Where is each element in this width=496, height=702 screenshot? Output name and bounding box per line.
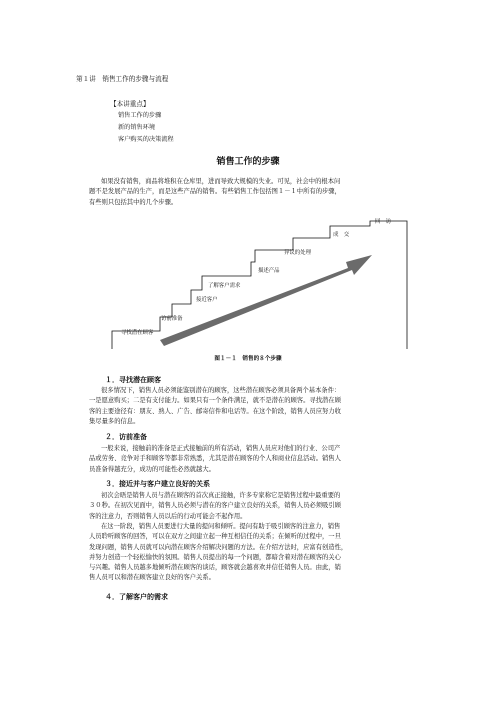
- staircase-outline: [112, 221, 407, 349]
- section-paragraph: [89, 386, 420, 427]
- step-label: 异议的处理: [284, 250, 311, 256]
- paragraph-line: 与兴趣。销售人员越多地倾听潜在顾客的谈话，顾客就会越喜欢并信任销售人员。由此，销: [89, 564, 341, 572]
- section-paragraph: [89, 522, 420, 584]
- section-heading: ２．访前准备: [105, 433, 147, 441]
- intro-line: 有些则只包括其中的几个步骤。: [89, 198, 178, 206]
- paragraph-line: 初次会晤是销售人员与潜在顾客的首次真正接触，许多专家称它是销售过程中最重要的: [101, 492, 341, 499]
- section-heading: ３．接近并与客户建立良好的关系: [105, 480, 210, 488]
- key-point-item: 新的销售环境: [118, 124, 156, 131]
- key-points-heading: 【本讲重点】: [110, 100, 150, 108]
- step-label: 访前准备: [161, 316, 183, 322]
- step-label: 寻找潜在顾客: [121, 330, 154, 336]
- paragraph-line: 很多情况下，销售人员必须能鉴别潜在的顾客，这些潜在顾客必须具备两个基本条件：: [101, 387, 341, 394]
- step-label: 了解客户需求: [208, 283, 241, 289]
- section-paragraph: [89, 444, 420, 475]
- paragraph-line: 发现问题，销售人员就可以向潜在顾客介绍解决问题的方法。在介绍方法时，应富有创造性，: [89, 543, 348, 551]
- paragraph-line: 在这一阶段，销售人员要进行大量的提问和倾听。提问有助于吸引顾客的注意力，销售: [101, 523, 341, 530]
- paragraph-line: 售人员可以和潜在顾客建立良好的客户关系。: [89, 574, 215, 582]
- paragraph-line: 客的主要途径有：朋友、熟人、广告、邮寄信件和电话等。在这个阶段，销售人员应努力收: [89, 407, 341, 415]
- step-label: 描述产品: [258, 268, 280, 274]
- paragraph-line: 员准备得越充分，成功的可能性必然就越大。: [89, 465, 215, 473]
- paragraph-line: 人员聆听顾客的回答，可以在双方之间建立起一种互相信任的关系；在倾听的过程中，一旦: [89, 533, 341, 541]
- intro-line: 如果没有销售，商品将堆积在仓库里，进而导致大规模的失业。可见，社会中的根本问: [101, 178, 341, 185]
- step-label: 成 交: [333, 232, 350, 238]
- paragraph-line: 并努力创造一个轻松愉快的氛围。销售人员提出的每一个问题，都暗含着对潜在顾客的关心: [89, 553, 341, 561]
- paragraph-line: 一是愿意购买；二是有支付能力。如果只有一个条件满足，就不是潜在的顾客。寻找潜在顾: [89, 397, 341, 405]
- key-point-item: 销售工作的步骤: [118, 112, 162, 119]
- paragraph-line: 集尽量多的信息。: [89, 417, 140, 425]
- section-heading: １．寻找潜在顾客: [105, 376, 161, 384]
- section-paragraph: [89, 491, 420, 522]
- paragraph-line: 一般来说，接触前的准备是正式接触前的所有活动，销售人员应对他们的行业、公司产: [101, 445, 341, 452]
- lecture-title: 第１讲 销售工作的步骤与流程: [76, 75, 169, 83]
- step-label: 回 访: [375, 219, 392, 225]
- paragraph-line: 品或劳务、竞争对手和顾客等都非常熟悉，尤其是潜在顾客的个人和商业信息活动。销售人: [89, 455, 341, 463]
- key-point-item: 客户购买的决策流程: [118, 136, 174, 143]
- figure-caption: 图１－１ 销售的８个步骤: [214, 356, 282, 362]
- paragraph-line: ３０秒。在初次见面中，销售人员必须与潜在的客户建立良好的关系，销售人员必须吸引顾: [89, 502, 341, 510]
- paragraph-line: 客的注意力，否则销售人员以后的行动可能会不起作用。: [89, 512, 247, 520]
- section-heading: ４．了解客户的需求: [105, 593, 168, 601]
- page-title: 销售工作的步骤: [216, 157, 280, 167]
- step-label: 接近客户: [196, 297, 218, 303]
- intro-line: 题不是发展产品的生产，而是这些产品的销售。有些销售工作包括图１－１中所有的步骤，: [89, 188, 341, 196]
